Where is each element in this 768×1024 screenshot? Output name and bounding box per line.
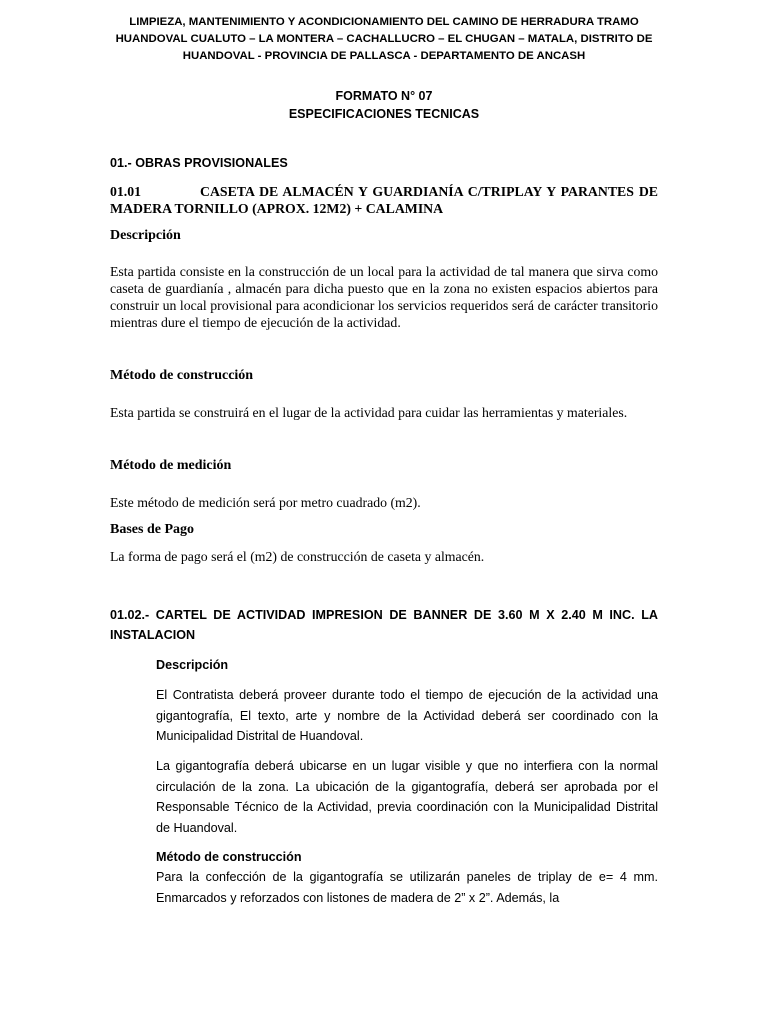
format-title: ESPECIFICACIONES TECNICAS xyxy=(288,107,480,121)
item-0101-metodo-construccion-heading: Método de construcción xyxy=(110,368,254,383)
section-heading-obras-provisionales: 01.- OBRAS PROVISIONALES xyxy=(110,156,288,170)
item-0101-metodo-medicion-text: Este método de medición será por metro cuadrado (m2). xyxy=(110,495,421,510)
header-line-2: HUANDOVAL CUALUTO – LA MONTERA – CACHALLUCRO – EL CHUGAN – MATALA, DISTRITO DE xyxy=(115,33,653,45)
item-0101-title xyxy=(110,183,658,217)
header-line-1: LIMPIEZA, MANTENIMIENTO Y ACONDICIONAMIENTO DEL CAMINO DE HERRADURA TRAMO xyxy=(129,16,639,28)
item-0102-descripcion-heading: Descripción xyxy=(156,658,229,672)
item-0101-descripcion-heading: Descripción xyxy=(110,228,181,243)
item-0102-descripcion-paragraph-2: La gigantografía deberá ubicarse en un lugar visible y que no interfiera con la normal circulación de la zona. La ubicación de la gigantografía, deberá ser aprobada por el Responsable Técnico de la Actividad, previa coordinación con la Municipalidad Distrital de Huandoval. xyxy=(156,759,658,835)
item-0101-bases-pago-text: La forma de pago será el (m2) de construcción de caseta y almacén. xyxy=(110,549,485,564)
document-header xyxy=(100,14,668,65)
format-number: FORMATO N° 07 xyxy=(335,89,433,103)
item-0101-descripcion-text: Esta partida consiste en la construcción de un local para la actividad de tal manera que sirva como caseta de guardianía , almacén para dicha puesto que en la zona no existen espacios abiertos para construir un local provisional para acondicionar los servicios requeridos será de carácter transitorio mientras dure el tiempo de ejecución de la actividad. xyxy=(110,264,658,330)
item-0101-metodo-medicion-heading: Método de medición xyxy=(110,458,232,473)
item-0101-title-text: CASETA DE ALMACÉN Y GUARDIANÍA C/TRIPLAY Y PARANTES DE MADERA TORNILLO (APROX. 12M2) + CALAMINA xyxy=(110,184,658,216)
item-0102-descripcion-paragraph-1: El Contratista deberá proveer durante todo el tiempo de ejecución de la actividad una gigantografía, El texto, arte y nombre de la Actividad deberá ser coordinado con la Municipalidad Distrital de Huandoval. xyxy=(156,688,658,743)
item-0101-code: 01.01 xyxy=(110,184,142,199)
item-0101-metodo-construccion-text: Esta partida se construirá en el lugar de la actividad para cuidar las herramientas y materiales. xyxy=(110,405,628,420)
item-0102-title: 01.02.- CARTEL DE ACTIVIDAD IMPRESION DE BANNER DE 3.60 M X 2.40 M INC. LA INSTALACION xyxy=(110,608,658,642)
header-line-3: HUANDOVAL - PROVINCIA DE PALLASCA - DEPARTAMENTO DE ANCASH xyxy=(182,50,586,62)
item-0102-metodo-construccion-text: Para la confección de la gigantografía se utilizarán paneles de triplay de e= 4 mm. Enmarcados y reforzados con listones de madera de 2” x 2”. Además, la xyxy=(156,870,658,905)
item-0102-metodo-construccion-heading: Método de construcción xyxy=(156,850,302,864)
item-0101-bases-pago-heading: Bases de Pago xyxy=(110,522,194,537)
